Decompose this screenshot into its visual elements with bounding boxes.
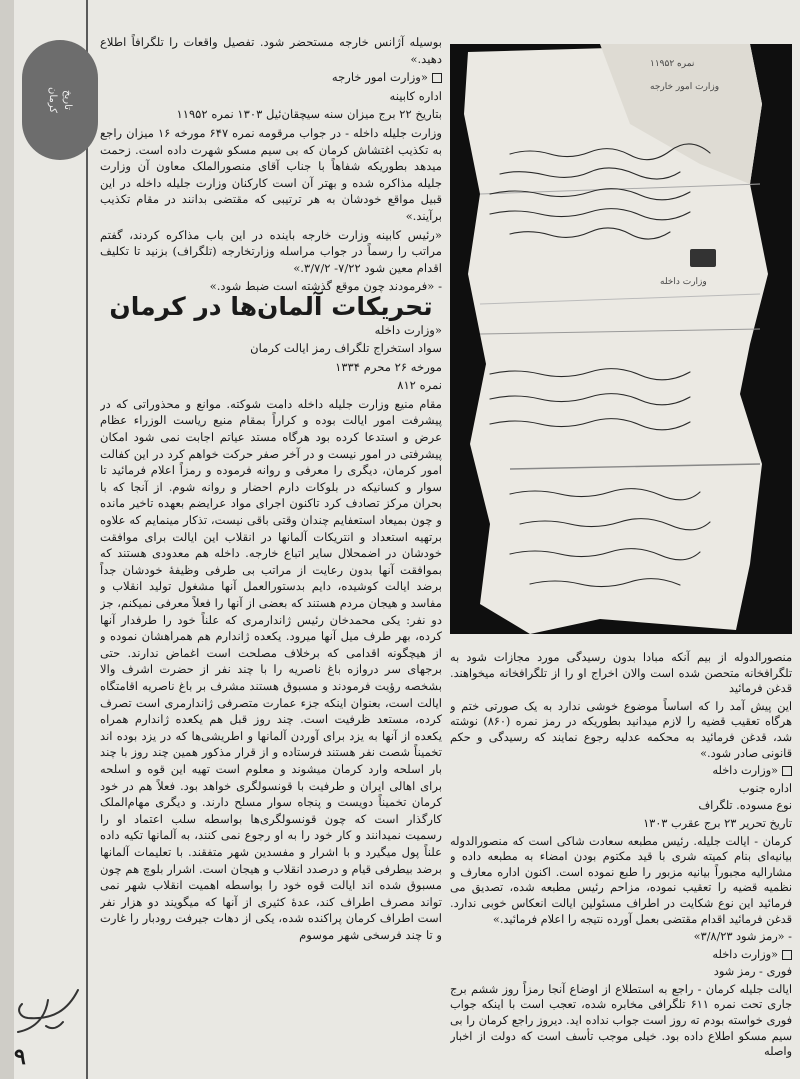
body-paragraph: «رئیس کابینه وزارت خارجه باینده در این باب مذاکره کردند، گفتم مراتب را رسماً در جواب مراسله وزارتخارجه (تلگراف) بزنید تا تکلیف اقدام معین شود ۷/۲۲- ۳/۷/۲.» [100, 227, 442, 275]
letter-header: «وزارت داخله [450, 947, 792, 963]
document-office-text: وزارت امور خارجه [650, 82, 720, 92]
letter-note: - «رمز شود ۳/۸/۲۳» [693, 930, 792, 944]
letter-header: «وزارت داخله [450, 763, 792, 779]
page-edge [0, 0, 14, 1079]
checkbox-marker [432, 73, 442, 83]
body-paragraph: مقام منیع وزارت جلیله داخله دامت شوکته. موانع و محذوراتی که در پیشرفت امور ایالت بوده و کراراً بمقام منیع ریاست الوزراء عظام عرض و استدعا کرده بود هرگاه مستد عیاتم اجابت نمی شود امکان پیشرفتی در امور نیست و در آخر صفر حرکت خواهم کرد در این کفالت امور کرمان، دیگری را معرفی و روانه فرموده و رمزاً اعلام فرمائید تا سوار و کسانیکه در بلوکات دارم احضار و روانه شوم. از آنجا که با بحران مرکز تصادف کرد تاکنون اجرای مواد عرایضم بعهده تاخیر مانده و چون بمیعاد استعفایم چندان وقتی باقی نیست، تذکار مینمایم که علاوه برتهیه استعداد و انتریکات آلمانها در انقلاب این ایالت برای موافقت خودشان در اضمحلال سایر اتباع خارجه. داخله هم معدودی هستند که بموافقت آنها بدون رعایت از مراتب بی طرفی وظیفهٔ خودشان جداً برضد ایالت کوشیده، دایم بدستورالعمل آنها مشغول تولید انقلاب و مفاسد و هیجان مردم هستند که بعضی از آنها را فعلاً معرفی نمیکنم، جز دو نفر: یکی محمدخان رئیس ژاندارمری که علناً خود را طرفدار آنها کرده، بهر طرف میل آنها میرود. یکعده ژاندارم هم همراهشان نموده و از هیچگونه اقدامی که برخلاف مصلحت است اغماض ندارند. حتی برجهای سر دروازه باغ ناصریه را با چند نفر از حضرت اشرف والا بشخصه رؤیت فرمودند و مسبوق هستند مشرف بر باغ ناصریه اقامتگاه ایالت است، بعنوان اینکه جزء عمارت متصرفی ژاندارمری است تصرف کرده، مستعد ظرفیت است. چند روز قبل هم یکعده ژاندارم همراه یکعده از آنها به یزد برای آوردن آلمانها و اطریشی‌ها که در یزد بوده اند تخمیناً شصت نفر هستند فرستاده و از قرار مذکور همین چند روز با چند بار اسلحه وارد کرمان میشوند و معلوم است تهیه این قوه و اسلحه برای اهالی ایران و طرفیت با قونسولگری خواهد بود. فعلاً هم در خود کرمان تخمیناً دویست و پنجاه سوار مسلح دارند. و دیگری مهام‌الملک کارگذار است که چون قونسولگری‌ها بواسطه سلب اعتماد او را رسمیت نمیدانند و کار خود را به او رجوع نمی کنند، به آلمانها تکیه داده علناً پول میگیرد و با اشرار و مفسدین شهر متفقند. با تعلیمات آلمانها برضد بیطرفی قیام و درصدد انقلاب و هیجان است. اشرار بلوچ هم چون مسبوق شده اند ایالت قوه خود را بواسطه اهمیت انقلاب شهر نمی تواند مصرف اطراف کند، عدهٔ کثیری از آنها که میگویند دو هزار نفر است اطراف کرمان پراکنده شده، یکی از دهات جیرفت رودبار را غارت و تا چند فرسخی شهر موسوم [100, 396, 442, 942]
kerman-calligraphy-logo [8, 980, 88, 1040]
body-paragraph: وزارت جلیله داخله - در جواب مرقومه نمره ۶۴۷ مورخه ۱۶ میزان راجع به تکذیب اغتشاش کرمان که بی سیم مسکو شهرت داده است. زحمت میدهد بطوریکه شفاهاً با جناب آقای منصورالملک معاون آن وزارت جلیله مذاکره شده و بهتر آن است کارکنان وزارت جلیله داخله در این قبیل مواقع خودشان به هر ترتیبی که مقتضی بدانند در مقام تکذیب برآیند.» [100, 125, 442, 223]
section-heading: تحریکات آلمان‌ها در کرمان [109, 291, 433, 321]
body-paragraph: این پیش آمد را که اساساً موضوع خوشی ندارد به یک صورتی ختم و هرگاه تعقیب قضیه را لازم میدانید بطوریکه در رمز نمره (۸۶۰) نوشته شد، قدغن فرمائید به محکمه عدلیه رجوع نمایند که رسیدگی و حکم قانونی صادر شود.» [450, 699, 792, 760]
archival-document-photo [450, 44, 792, 634]
letter-urgency: فوری - رمز شود [713, 965, 792, 979]
document-image [450, 44, 792, 634]
letter-type: نوع مسوده. تلگراف [698, 799, 792, 813]
letter-office: اداره جنوب [738, 781, 792, 795]
body-paragraph: ایالت جلیله کرمان - راجع به استطلاع از اوضاع آنجا رمزاً روز ششم برج جاری تحت نمره ۶۱۱ تلگرافی مخابره شده، تعجب است با اینکه جواب فوری خواسته بودم ته روز است جواب نداده اید. دیروز راجع کرمان را بی سیم مسکو اطلاع داده بود. خیلی موجب تأسف است که دولت از اخبار واصله [450, 982, 792, 1059]
letter-subject: سواد استخراج تلگراف رمز ایالت کرمان [250, 341, 442, 356]
section-seal-logo: تاریخ کرمان [22, 40, 98, 160]
letter-date: بتاریخ ۲۲ برج میزان سنه سیچقان‌ئیل ۱۳۰۳ نمره ۱۱۹۵۲ [176, 107, 442, 122]
body-paragraph: - «فرمودند چون موقع گذشته است ضبط شود.» [209, 279, 442, 294]
body-paragraph: بوسیله آژانس خارجه مستحضر شود. تفصیل واقعات را تلگرافاً اطلاع دهید.» [100, 35, 442, 66]
left-text-column [450, 650, 792, 1070]
letter-header: «وزارت امور خارجه [100, 69, 442, 86]
letter-header: «وزارت داخله [374, 322, 442, 337]
letter-date: مورخه ۲۶ محرم ۱۳۳۴ [335, 359, 442, 374]
body-paragraph: منصورالدوله از بیم آنکه مبادا بدون رسیدگی مورد مجازات شود به تلگرافخانه متحصن شده است والان اخراج او را از تلگرافخانه میخواهند. قدغن فرمائید [450, 651, 792, 696]
page-number: ۹ [14, 1044, 26, 1070]
document-number-text: نمره ۱۱۹۵۲ [650, 59, 695, 69]
body-paragraph: کرمان - ایالت جلیله. رئیس مطبعه سعادت شاکی است که منصورالدوله بیانیه‌ای بنام کمیته شری با قید مکتوم بودن امضاء به مطبعه داده و مشارالیه مجبوراً بیانیه مزبور را طبع نموده است. اکنون اداره معارف و نظمیه قضیه را تعقیب نموده، مزاحم رئیس مطبعه شده، تصدیق می فرمائید این نوع شکایت در اطراف مسئولین ایالت انعکاس خوبی ندارد. قدغن فرمائید اقدام مقتضی بعمل آورده نتیجه را اعلام فرمائید.» [450, 834, 792, 926]
letter-office: اداره کابینه [389, 88, 442, 103]
margin-rule [86, 0, 88, 1079]
document-ministry-text: وزارت داخله [660, 277, 707, 287]
letter-number: نمره ۸۱۲ [397, 378, 442, 393]
letter-date: تاریخ تحریر ۲۳ برج عقرب ۱۳۰۳ [643, 816, 792, 830]
checkbox-marker [782, 950, 792, 960]
right-text-column [100, 34, 442, 1034]
checkbox-marker [782, 766, 792, 776]
lion-sun-emblem [690, 249, 716, 267]
